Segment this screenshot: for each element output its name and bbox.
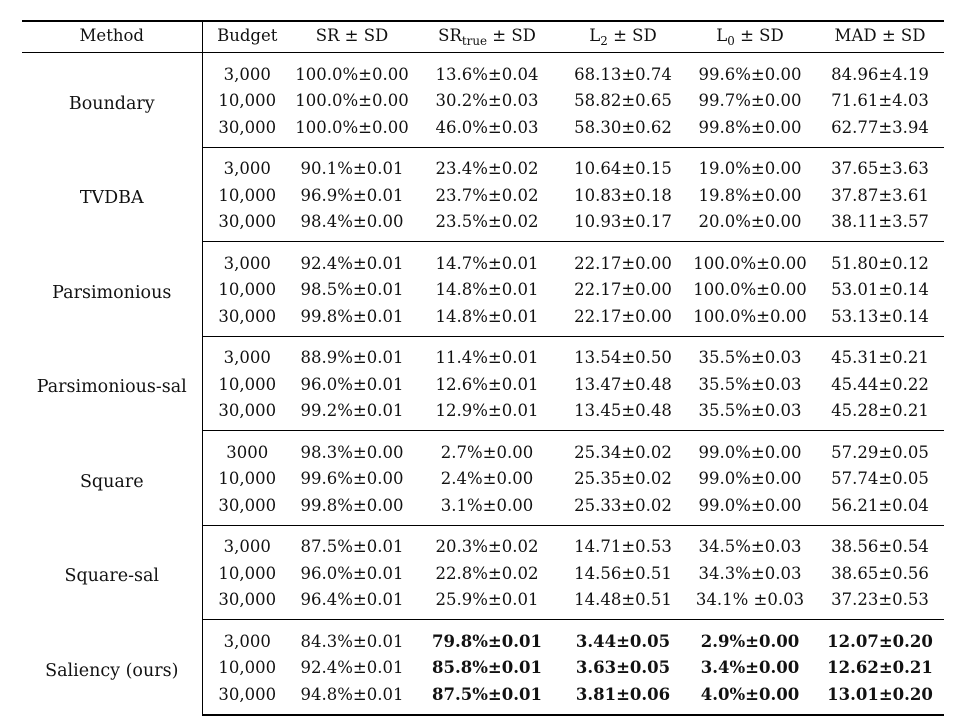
header-l0-suffix: ± SD: [734, 25, 784, 45]
method-group: [22, 242, 944, 337]
cell-sr: 100.0%±0.00: [295, 64, 409, 84]
cell-budget: 10,000: [218, 563, 277, 583]
cell-sr: 92.4%±0.01: [300, 658, 404, 678]
cell-sr-true: 79.8%±0.01: [432, 631, 542, 651]
cell-l2: 25.34±0.02: [574, 442, 672, 462]
cell-sr: 90.1%±0.01: [300, 159, 404, 179]
cell-sr: 88.9%±0.01: [300, 348, 404, 368]
cell-sr: 96.0%±0.01: [300, 374, 404, 394]
cell-mad: 45.28±0.21: [816, 398, 944, 431]
cell-sr: 96.4%±0.01: [292, 587, 412, 620]
method-group: [22, 431, 944, 526]
cell-mad: 38.11±3.57: [816, 209, 944, 242]
table-row: [22, 620, 944, 655]
cell-l0: 3.4%±0.00: [700, 658, 800, 678]
cell-sr-true: 14.7%±0.01: [435, 253, 539, 273]
method-group: [22, 147, 944, 242]
cell-sr: 84.3%±0.01: [300, 631, 404, 651]
cell-budget: 30,000: [202, 587, 292, 620]
cell-l0: 19.8%±0.00: [698, 185, 802, 205]
cell-budget: 3,000: [223, 64, 271, 84]
cell-mad: 53.01±0.14: [831, 280, 929, 300]
cell-l2: 22.17±0.00: [574, 253, 672, 273]
header-sr-true: [412, 21, 562, 53]
cell-mad: 37.87±3.61: [831, 185, 929, 205]
cell-budget: 10,000: [218, 91, 277, 111]
cell-l0: 20.0%±0.00: [684, 209, 816, 242]
cell-l2: 10.83±0.18: [574, 185, 672, 205]
method-name-cell: Parsimonious: [22, 242, 202, 337]
method-name-cell: Square-sal: [22, 525, 202, 620]
cell-l2: 13.45±0.48: [562, 398, 684, 431]
cell-l2: 14.56±0.51: [574, 563, 672, 583]
cell-budget: 3000: [226, 442, 269, 462]
cell-l2: 14.48±0.51: [562, 587, 684, 620]
cell-sr-true: 2.4%±0.00: [440, 469, 534, 489]
cell-l0: 34.3%±0.03: [698, 563, 802, 583]
header-l0: [684, 21, 816, 53]
table-header: [22, 21, 944, 53]
cell-l2: 10.64±0.15: [574, 159, 672, 179]
cell-sr: 96.9%±0.01: [300, 185, 404, 205]
cell-sr: 100.0%±0.00: [295, 91, 409, 111]
cell-sr: 94.8%±0.01: [292, 681, 412, 715]
cell-sr-true: 23.4%±0.02: [435, 159, 539, 179]
cell-sr: 99.6%±0.00: [300, 469, 404, 489]
cell-budget: 3,000: [223, 348, 271, 368]
cell-sr-true: 2.7%±0.00: [440, 442, 534, 462]
header-sr-true-sub: true: [461, 33, 487, 48]
cell-mad: 56.21±0.04: [816, 492, 944, 525]
cell-mad: 12.62±0.21: [827, 658, 933, 678]
cell-l0: 99.0%±0.00: [684, 492, 816, 525]
method-group: [22, 53, 944, 148]
header-sr-true-prefix: SR: [438, 25, 462, 45]
cell-budget: 3,000: [223, 537, 271, 557]
header-l2: [562, 21, 684, 53]
cell-budget: 30,000: [202, 398, 292, 431]
header-l0-prefix: L: [716, 25, 728, 45]
cell-l0: 4.0%±0.00: [684, 681, 816, 715]
cell-l2: 14.71±0.53: [574, 537, 672, 557]
method-group: [22, 336, 944, 431]
cell-mad: 71.61±4.03: [831, 91, 929, 111]
cell-budget: 30,000: [202, 492, 292, 525]
method-group: [22, 525, 944, 620]
cell-sr-true: 30.2%±0.03: [435, 91, 539, 111]
results-table-container: [22, 20, 944, 716]
cell-l2: 3.81±0.06: [562, 681, 684, 715]
cell-l0: 100.0%±0.00: [693, 253, 807, 273]
cell-sr: 99.2%±0.01: [292, 398, 412, 431]
cell-mad: 38.65±0.56: [831, 563, 929, 583]
method-name-cell: Boundary: [22, 53, 202, 148]
cell-sr-true: 87.5%±0.01: [412, 681, 562, 715]
cell-sr-true: 3.1%±0.00: [412, 492, 562, 525]
cell-budget: 30,000: [202, 209, 292, 242]
results-table: [22, 20, 944, 716]
cell-l0: 34.1% ±0.03: [684, 587, 816, 620]
table-row: [22, 336, 944, 371]
cell-l0: 34.5%±0.03: [698, 537, 802, 557]
cell-budget: 10,000: [218, 658, 277, 678]
cell-budget: 30,000: [202, 303, 292, 336]
cell-mad: 38.56±0.54: [831, 537, 929, 557]
header-mad: MAD ± SD: [816, 21, 944, 53]
cell-budget: 10,000: [218, 185, 277, 205]
method-group: [22, 620, 944, 715]
cell-l0: 35.5%±0.03: [698, 348, 802, 368]
cell-budget: 3,000: [223, 253, 271, 273]
cell-mad: 57.74±0.05: [831, 469, 929, 489]
cell-sr-true: 23.5%±0.02: [412, 209, 562, 242]
cell-sr: 96.0%±0.01: [300, 563, 404, 583]
cell-sr: 87.5%±0.01: [300, 537, 404, 557]
cell-l2: 58.30±0.62: [562, 114, 684, 147]
table-row: [22, 525, 944, 560]
cell-sr-true: 20.3%±0.02: [435, 537, 539, 557]
method-name-cell: Square: [22, 431, 202, 526]
table-row: [22, 53, 944, 88]
method-name-cell: Parsimonious-sal: [22, 336, 202, 431]
cell-mad: 84.96±4.19: [831, 64, 929, 84]
cell-sr: 92.4%±0.01: [300, 253, 404, 273]
cell-mad: 51.80±0.12: [831, 253, 929, 273]
cell-l0: 35.5%±0.03: [684, 398, 816, 431]
header-budget: Budget: [202, 21, 292, 53]
cell-l2: 68.13±0.74: [574, 64, 672, 84]
cell-mad: 62.77±3.94: [816, 114, 944, 147]
cell-budget: 30,000: [202, 114, 292, 147]
cell-l2: 3.44±0.05: [575, 631, 671, 651]
cell-sr-true: 11.4%±0.01: [435, 348, 539, 368]
header-row: [22, 21, 944, 53]
cell-l2: 13.54±0.50: [574, 348, 672, 368]
cell-l0: 2.9%±0.00: [700, 631, 800, 651]
cell-l0: 99.0%±0.00: [698, 469, 802, 489]
header-l2-suffix: ± SD: [607, 25, 657, 45]
table-row: [22, 242, 944, 277]
header-sr-true-suffix: ± SD: [487, 25, 536, 45]
cell-l0: 99.6%±0.00: [698, 64, 802, 84]
cell-mad: 12.07±0.20: [827, 631, 933, 651]
cell-l2: 10.93±0.17: [562, 209, 684, 242]
cell-sr-true: 14.8%±0.01: [435, 280, 539, 300]
cell-l0: 99.7%±0.00: [698, 91, 802, 111]
cell-sr: 99.8%±0.01: [292, 303, 412, 336]
cell-l2: 25.33±0.02: [562, 492, 684, 525]
cell-l0: 35.5%±0.03: [698, 374, 802, 394]
cell-l2: 13.47±0.48: [574, 374, 672, 394]
cell-l2: 25.35±0.02: [574, 469, 672, 489]
cell-sr: 98.4%±0.00: [292, 209, 412, 242]
cell-sr-true: 25.9%±0.01: [412, 587, 562, 620]
header-l2-sub: 2: [600, 33, 608, 48]
table-row: [22, 431, 944, 466]
cell-budget: 10,000: [218, 280, 277, 300]
cell-mad: 57.29±0.05: [831, 442, 929, 462]
cell-sr-true: 12.9%±0.01: [412, 398, 562, 431]
method-name-cell: TVDBA: [22, 147, 202, 242]
cell-sr-true: 12.6%±0.01: [435, 374, 539, 394]
cell-l0: 99.8%±0.00: [684, 114, 816, 147]
cell-mad: 45.31±0.21: [831, 348, 929, 368]
cell-l0: 100.0%±0.00: [693, 280, 807, 300]
cell-l2: 22.17±0.00: [562, 303, 684, 336]
cell-mad: 37.65±3.63: [831, 159, 929, 179]
cell-budget: 30,000: [202, 681, 292, 715]
header-l2-prefix: L: [589, 25, 601, 45]
method-name-cell: Saliency (ours): [22, 620, 202, 715]
header-l0-sub: 0: [727, 33, 735, 48]
cell-mad: 53.13±0.14: [816, 303, 944, 336]
cell-budget: 3,000: [223, 159, 271, 179]
cell-sr: 98.5%±0.01: [300, 280, 404, 300]
cell-sr-true: 22.8%±0.02: [435, 563, 539, 583]
table-row: [22, 147, 944, 182]
cell-sr: 98.3%±0.00: [300, 442, 404, 462]
cell-sr-true: 85.8%±0.01: [432, 658, 542, 678]
cell-l2: 58.82±0.65: [574, 91, 672, 111]
cell-l0: 99.0%±0.00: [698, 442, 802, 462]
cell-mad: 37.23±0.53: [816, 587, 944, 620]
cell-sr-true: 13.6%±0.04: [435, 64, 539, 84]
cell-sr: 100.0%±0.00: [292, 114, 412, 147]
cell-mad: 45.44±0.22: [831, 374, 929, 394]
cell-sr: 99.8%±0.00: [292, 492, 412, 525]
cell-budget: 10,000: [218, 374, 277, 394]
header-sr: SR ± SD: [292, 21, 412, 53]
cell-mad: 13.01±0.20: [816, 681, 944, 715]
cell-l0: 19.0%±0.00: [698, 159, 802, 179]
cell-l2: 3.63±0.05: [575, 658, 671, 678]
cell-sr-true: 14.8%±0.01: [412, 303, 562, 336]
header-method: Method: [22, 21, 202, 53]
cell-l0: 100.0%±0.00: [684, 303, 816, 336]
cell-sr-true: 23.7%±0.02: [435, 185, 539, 205]
cell-budget: 10,000: [218, 469, 277, 489]
cell-budget: 3,000: [223, 631, 271, 651]
cell-sr-true: 46.0%±0.03: [412, 114, 562, 147]
cell-l2: 22.17±0.00: [574, 280, 672, 300]
